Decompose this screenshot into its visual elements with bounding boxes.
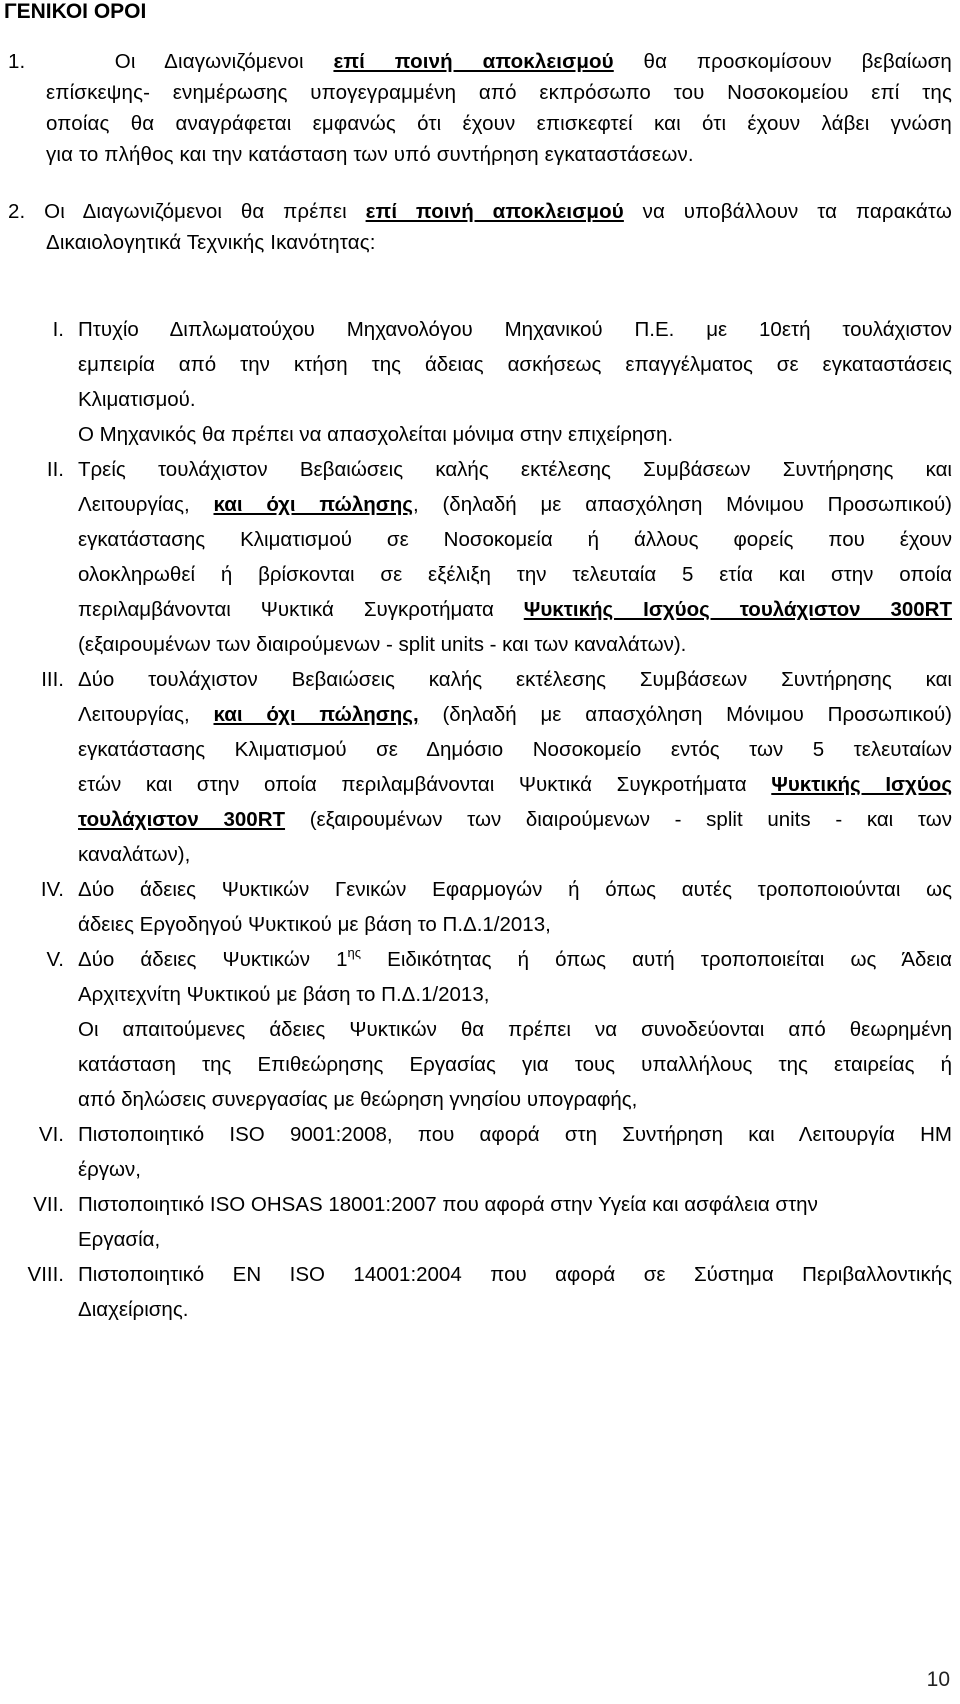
item-numeral: I. xyxy=(52,318,64,341)
item-text-line: Οι απαιτούμενες άδειες Ψυκτικών θα πρέπει να συνοδεύονται από θεωρημένη xyxy=(78,1018,952,1041)
term-2-number: 2. xyxy=(8,200,26,223)
item-emphasis: τουλάχιστον 300RT xyxy=(78,808,286,831)
item-text-line: από δηλώσεις συνεργασίας με θεώρηση γνησίου υπογραφής, xyxy=(78,1088,638,1111)
item-text-line: (εξαιρουμένων των διαιρούμενων - split units - και των καναλάτων). xyxy=(78,633,687,656)
item-text-line: Διαχείρισης. xyxy=(78,1298,189,1321)
item-text-line: Κλιματισμού. xyxy=(78,388,196,411)
item-numeral: III. xyxy=(41,668,64,691)
term-1-line-3: οποίας θα αναγράφεται εμφανώς ότι έχουν επισκεφτεί και ότι έχουν λάβει γνώση xyxy=(46,112,952,135)
item-text-line xyxy=(78,487,952,522)
term-1-line-1 xyxy=(8,46,952,77)
item-text: Δύο άδειες Ψυκτικών 1 xyxy=(78,948,348,971)
item-text-line: Τρείς τουλάχιστον Βεβαιώσεις καλής εκτέλεσης Συμβάσεων Συντήρησης και xyxy=(78,458,952,481)
item-numeral: II. xyxy=(46,458,64,481)
item-text: Λειτουργίας, xyxy=(78,703,190,726)
item-text-line: Πιστοποιητικό ISO 9001:2008, που αφορά στη Συντήρηση και Λειτουργία ΗΜ xyxy=(78,1123,952,1146)
item-emphasis: Ψυκτικής Ισχύος xyxy=(771,773,952,796)
item-text-line: εμπειρία από την κτήση της άδειας ασκήσεως επαγγέλματος σε εγκαταστάσεις xyxy=(78,353,952,376)
term-1-line-2: επίσκεψης- ενημέρωσης υπογεγραμμένη από εκπρόσωπο του Νοσοκομείου επί της xyxy=(46,81,952,104)
term-1-text: θα προσκομίσουν βεβαίωση xyxy=(643,50,952,73)
item-text-line xyxy=(78,592,952,627)
item-emphasis: και όχι πώλησης xyxy=(213,493,413,516)
term-2-line-2: Δικαιολογητικά Τεχνικής Ικανότητας: xyxy=(46,231,376,254)
item-text-line: Δύο τουλάχιστον Βεβαιώσεις καλής εκτέλεσης Συμβάσεων Συντήρησης και xyxy=(78,668,952,691)
item-text: Ειδικότητας ή όπως αυτή τροποποιείται ως Άδεια xyxy=(387,948,952,971)
item-text-line xyxy=(78,942,952,977)
term-1-line-4: για το πλήθος και την κατάσταση των υπό συντήρηση εγκαταστάσεων. xyxy=(46,143,694,166)
item-text-line: εγκατάστασης Κλιματισμού σε Δημόσιο Νοσοκομείο εντός των 5 τελευταίων xyxy=(78,738,952,761)
item-text: περιλαμβάνονται Ψυκτικά Συγκροτήματα xyxy=(78,598,494,621)
item-numeral: VI. xyxy=(38,1123,64,1146)
item-text-line: εγκατάστασης Κλιματισμού σε Νοσοκομεία ή άλλους φορείς που έχουν xyxy=(78,528,952,551)
item-text-line: Εργασία, xyxy=(78,1228,161,1251)
item-text-line xyxy=(78,697,952,732)
general-term-2 xyxy=(8,196,952,258)
general-term-1 xyxy=(8,46,952,170)
item-numeral: VII. xyxy=(33,1193,64,1216)
item-text-line: Δύο άδειες Ψυκτικών Γενικών Εφαρμογών ή όπως αυτές τροποποιούνται ως xyxy=(78,878,952,901)
item-text-line: Πιστοποιητικό EN ISO 14001:2004 που αφορά σε Σύστημα Περιβαλλοντικής xyxy=(78,1263,952,1286)
item-text-line: Ο Μηχανικός θα πρέπει να απασχολείται μόνιμα στην επιχείρηση. xyxy=(78,423,674,446)
item-emphasis: και όχι πώλησης, xyxy=(213,703,419,726)
term-2-text: να υποβάλλουν τα παρακάτω xyxy=(642,200,952,223)
item-numeral: IV. xyxy=(40,878,64,901)
term-2-emphasis: επί ποινή αποκλεισμού xyxy=(365,200,624,223)
item-numeral: VIII. xyxy=(27,1263,64,1286)
item-text-line: ολοκληρωθεί ή βρίσκονται σε εξέλιξη την τελευταία 5 ετία και στην οποία xyxy=(78,563,952,586)
item-text-line: Πτυχίο Διπλωματούχου Μηχανολόγου Μηχανικού Π.Ε. με 10ετή τουλάχιστον xyxy=(78,318,952,341)
term-2-text: Οι Διαγωνιζόμενοι θα πρέπει xyxy=(44,200,347,223)
section-heading: ΓΕΝΙΚΟΙ ΟΡΟΙ xyxy=(4,0,147,23)
item-numeral: V. xyxy=(46,948,64,971)
item-text: ετών και στην οποία περιλαμβάνονται Ψυκτικά Συγκροτήματα xyxy=(78,773,747,796)
item-text: (δηλαδή με απασχόληση Μόνιμου Προσωπικού) xyxy=(442,703,953,726)
item-emphasis: Ψυκτικής Ισχύος τουλάχιστον 300RT xyxy=(523,598,952,621)
item-text-line: καναλάτων), xyxy=(78,843,191,866)
item-text-line: Πιστοποιητικό ISO OHSAS 18001:2007 που αφορά στην Υγεία και ασφάλεια στην xyxy=(78,1193,818,1216)
item-text: , (δηλαδή με απασχόληση Μόνιμου Προσωπικού) xyxy=(412,493,953,516)
term-2-line-1 xyxy=(8,196,952,227)
item-text: (εξαιρουμένων των διαιρούμενων - split units - και των xyxy=(309,808,952,831)
term-1-emphasis: επί ποινή αποκλεισμού xyxy=(333,50,614,73)
item-text-line: Αρχιτεχνίτη Ψυκτικού με βάση το Π.Δ.1/2013, xyxy=(78,983,490,1006)
item-text-line: άδειες Εργοδηγού Ψυκτικού με βάση το Π.Δ.1/2013, xyxy=(78,913,551,936)
item-text-line xyxy=(78,767,952,802)
item-text-line: έργων, xyxy=(78,1158,142,1181)
item-text: Λειτουργίας, xyxy=(78,493,190,516)
item-text-line: κατάσταση της Επιθεώρησης Εργασίας για τους υπαλλήλους της εταιρείας ή xyxy=(78,1053,952,1076)
item-text-line xyxy=(78,802,952,837)
term-1-text: Οι Διαγωνιζόμενοι xyxy=(114,50,304,73)
page-number: 10 xyxy=(926,1668,950,1691)
ordinal-superscript: ης xyxy=(347,945,362,960)
term-1-number: 1. xyxy=(8,50,26,73)
